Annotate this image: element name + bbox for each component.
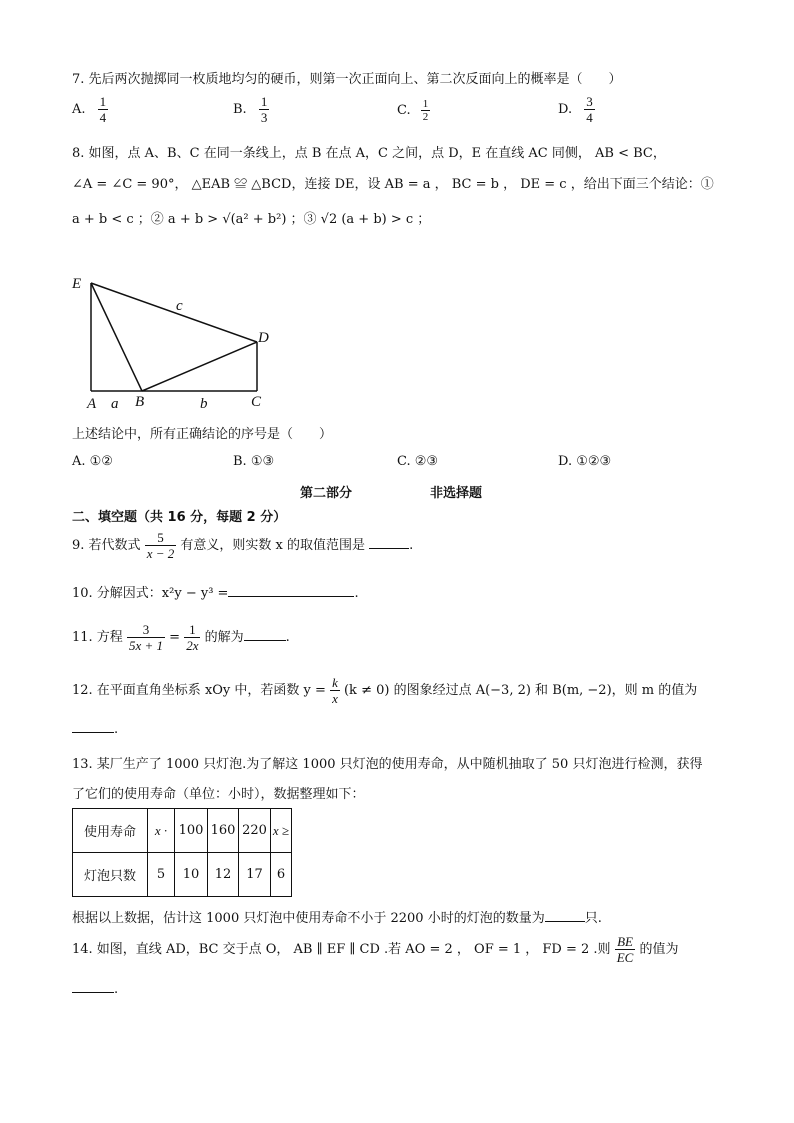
q11-end: . bbox=[285, 630, 290, 645]
section2-heading: 二、填空题（共 16 分，每题 2 分） bbox=[72, 510, 287, 525]
q12 bbox=[72, 675, 697, 706]
option-fraction: $\frac{1}{4}$ bbox=[99, 94, 107, 125]
option-fraction: $\frac{1}{3}$ bbox=[260, 94, 268, 125]
option-label: C. bbox=[397, 103, 411, 118]
q7-option-c[interactable] bbox=[397, 98, 430, 123]
q13-line1: 13. 某厂生产了 1000 只灯泡.为了解这 1000 只灯泡的使用寿命，从中随机抽取了 50 只灯泡进行检测，获得 bbox=[72, 757, 703, 772]
label-side-c: c bbox=[176, 298, 183, 314]
label-a: A bbox=[87, 396, 97, 412]
label-side-b: b bbox=[200, 396, 208, 412]
option-label: B. bbox=[233, 102, 247, 117]
q9 bbox=[72, 530, 413, 561]
part2-title-right: 非选择题 bbox=[430, 486, 483, 501]
q9-fraction: $\frac{5}{x - 2}$ bbox=[146, 530, 175, 561]
q13-end: 只. bbox=[584, 911, 602, 926]
q11-suffix: 的解为 bbox=[204, 630, 244, 645]
q14-stem: 14. 如图，直线 AD，BC 交于点 O， AB ∥ EF ∥ CD .若 AO = 2 ， OF = 1 ， FD = 2 .则 bbox=[72, 942, 611, 957]
q12-fraction: $\frac{k}{x}$ bbox=[332, 675, 338, 706]
q13-line2: 了它们的使用寿命（单位：小时），数据整理如下： bbox=[72, 787, 365, 802]
q11-prefix: 11. 方程 bbox=[72, 630, 123, 645]
table-row bbox=[73, 853, 292, 897]
table-cell: x · bbox=[148, 809, 175, 853]
q10-prefix: 10. 分解因式：x²y − y³ = bbox=[72, 586, 229, 601]
q11-right-fraction: $\frac{1}{2x}$ bbox=[186, 622, 199, 653]
q14-answer-blank[interactable] bbox=[72, 980, 114, 993]
q13-answer-blank[interactable] bbox=[545, 909, 585, 922]
q13-table bbox=[72, 808, 292, 897]
q14-answer-line bbox=[72, 980, 118, 997]
q11 bbox=[72, 622, 290, 653]
q14 bbox=[72, 934, 678, 965]
q8-option-a[interactable]: A. ①② bbox=[72, 454, 113, 469]
table-cell: 220 bbox=[239, 809, 271, 853]
table-cell: 灯泡只数 bbox=[73, 853, 148, 897]
q8-option-d[interactable]: D. ①②③ bbox=[558, 454, 612, 469]
q12-answer-line bbox=[72, 720, 118, 737]
table-cell: 160 bbox=[208, 809, 239, 853]
q7-stem: 7. 先后两次抛掷同一枚质地均匀的硬币，则第一次正面向上、第二次反面向上的概率是（ ） bbox=[72, 72, 622, 87]
option-fraction: $\frac{3}{4}$ bbox=[586, 94, 593, 125]
q13-question: 根据以上数据，估计这 1000 只灯泡中使用寿命不小于 2200 小时的灯泡的数量为 bbox=[72, 911, 545, 926]
table-cell: 17 bbox=[239, 853, 271, 897]
label-c: C bbox=[251, 394, 262, 410]
q14-fraction: $\frac{BE}{EC}$ bbox=[616, 934, 634, 965]
q13-line3 bbox=[72, 907, 602, 926]
q9-prefix: 9. 若代数式 bbox=[72, 538, 141, 553]
table-cell: 10 bbox=[175, 853, 208, 897]
table-cell: 12 bbox=[208, 853, 239, 897]
option-fraction: $\frac{1}{2}$ bbox=[422, 98, 429, 123]
q7-option-b[interactable] bbox=[233, 94, 269, 125]
label-side-a: a bbox=[111, 396, 119, 412]
q10-end: . bbox=[354, 586, 359, 601]
table-cell: x ≥ bbox=[271, 809, 292, 853]
table-row bbox=[73, 809, 292, 853]
part2-title-left: 第二部分 bbox=[300, 486, 353, 501]
q8-option-b[interactable]: B. ①③ bbox=[233, 454, 275, 469]
label-d: D bbox=[258, 330, 269, 346]
segment-ed bbox=[91, 283, 257, 342]
q8-line2: ∠A = ∠C = 90°， △EAB ≌ △BCD，连接 DE，设 AB = a ， BC = b ， DE = c ，给出下面三个结论：① bbox=[72, 177, 714, 192]
q8-question: 上述结论中，所有正确结论的序号是（ ） bbox=[72, 427, 333, 442]
option-label: D. bbox=[558, 102, 573, 117]
option-label: A. bbox=[72, 102, 86, 117]
q11-equals: = bbox=[169, 630, 181, 645]
q14-end: . bbox=[114, 982, 119, 997]
q12-suffix: (k ≠ 0) 的图象经过点 A(−3, 2) 和 B(m, −2)，则 m 的值为 bbox=[343, 683, 698, 698]
label-e: E bbox=[72, 276, 82, 292]
table-cell: 100 bbox=[175, 809, 208, 853]
table-cell: 使用寿命 bbox=[73, 809, 148, 853]
q8-line3: a + b < c ；② a + b > √(a² + b²) ；③ √2 (a + b) > c ； bbox=[72, 212, 431, 227]
q11-answer-blank[interactable] bbox=[244, 628, 286, 641]
q14-suffix: 的值为 bbox=[639, 942, 679, 957]
q9-answer-blank[interactable] bbox=[369, 536, 409, 549]
q11-left-fraction: $\frac{3}{5x + 1}$ bbox=[128, 622, 163, 653]
q12-prefix: 12. 在平面直角坐标系 xOy 中，若函数 y = bbox=[72, 683, 326, 698]
q10 bbox=[72, 582, 359, 601]
q7-option-d[interactable] bbox=[558, 94, 595, 125]
q8-option-c[interactable]: C. ②③ bbox=[397, 454, 439, 469]
q12-answer-blank[interactable] bbox=[72, 720, 114, 733]
table-cell: 5 bbox=[148, 853, 175, 897]
q8-figure bbox=[60, 266, 290, 416]
q9-end: . bbox=[409, 538, 414, 553]
label-b: B bbox=[135, 394, 145, 410]
q9-suffix: 有意义，则实数 x 的取值范围是 bbox=[180, 538, 365, 553]
table-cell: 6 bbox=[271, 853, 292, 897]
q12-end: . bbox=[114, 722, 119, 737]
segment-bd bbox=[142, 342, 257, 391]
q7-option-a[interactable] bbox=[72, 94, 108, 125]
q10-answer-blank[interactable] bbox=[228, 584, 354, 597]
q8-line1: 8. 如图，点 A、B、C 在同一条线上，点 B 在点 A，C 之间，点 D，E 在直线 AC 同侧， AB < BC， bbox=[72, 146, 666, 161]
